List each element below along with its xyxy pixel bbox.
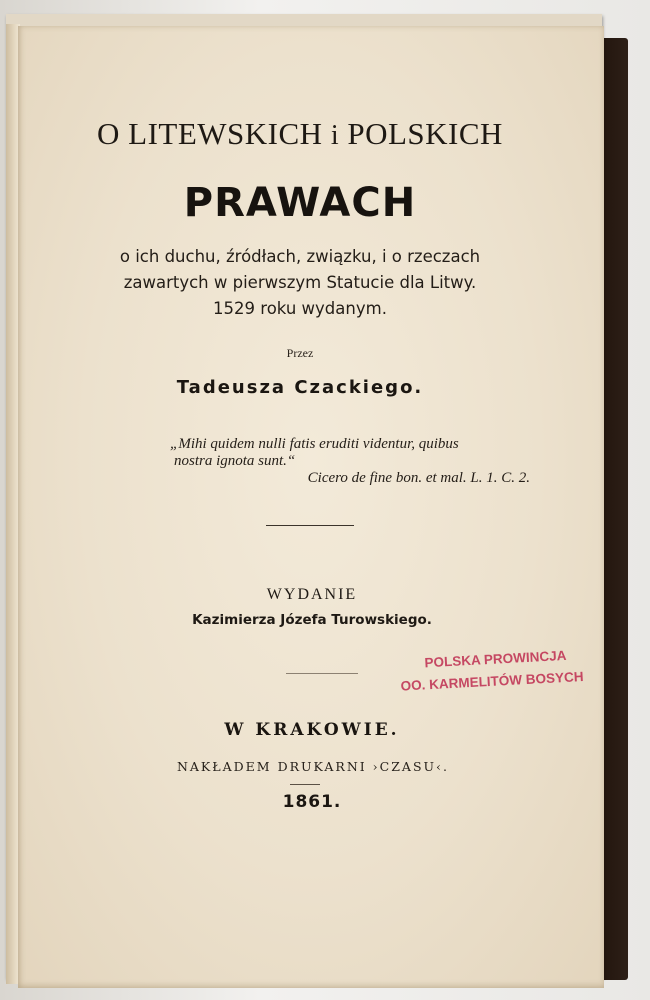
subtitle bbox=[70, 244, 530, 322]
faint-divider-rule bbox=[286, 673, 358, 674]
subtitle-line-2: zawartych w pierwszym Statucie dla Litwy. bbox=[123, 273, 477, 292]
short-rule bbox=[290, 784, 320, 785]
imprint-city: W KRAKOWIE. bbox=[224, 720, 400, 740]
epigraph-line-2: nostra ignota sunt.“ bbox=[174, 453, 296, 469]
stamp-line-1: POLSKA PROWINCJA bbox=[424, 647, 567, 671]
title-line-2: PRAWACH bbox=[183, 180, 417, 226]
epigraph-line-1: „Mihi quidem nulli fatis eruditi videntur, quibus bbox=[170, 436, 459, 452]
edition-label: WYDANIE bbox=[266, 586, 358, 603]
subtitle-line-1: o ich duchu, źródłach, związku, i o rzeczach bbox=[119, 247, 481, 266]
epigraph bbox=[170, 436, 540, 487]
imprint-year: 1861. bbox=[282, 792, 342, 812]
stamp-line-2: OO. KARMELITÓW BOSYCH bbox=[400, 669, 584, 694]
book-block bbox=[6, 14, 602, 978]
title-conjunction: i bbox=[330, 120, 340, 151]
subtitle-line-3: 1529 roku wydanym. bbox=[213, 299, 387, 318]
author-name: Tadeusza Czackiego. bbox=[176, 377, 424, 398]
title-part-2: POLSKICH bbox=[339, 116, 503, 151]
divider-rule bbox=[266, 525, 354, 526]
byline-label: Przez bbox=[286, 346, 314, 360]
title-line-1 bbox=[0, 116, 600, 152]
epigraph-attribution: Cicero de fine bon. et mal. L. 1. C. 2. bbox=[307, 470, 530, 486]
editor-name: Kazimierza Józefa Turowskiego. bbox=[192, 612, 432, 628]
title-part-1: O LITEWSKICH bbox=[97, 116, 331, 151]
title-page bbox=[18, 26, 604, 988]
imprint-publisher: NAKŁADEM DRUKARNI ›CZASU‹. bbox=[176, 759, 450, 774]
